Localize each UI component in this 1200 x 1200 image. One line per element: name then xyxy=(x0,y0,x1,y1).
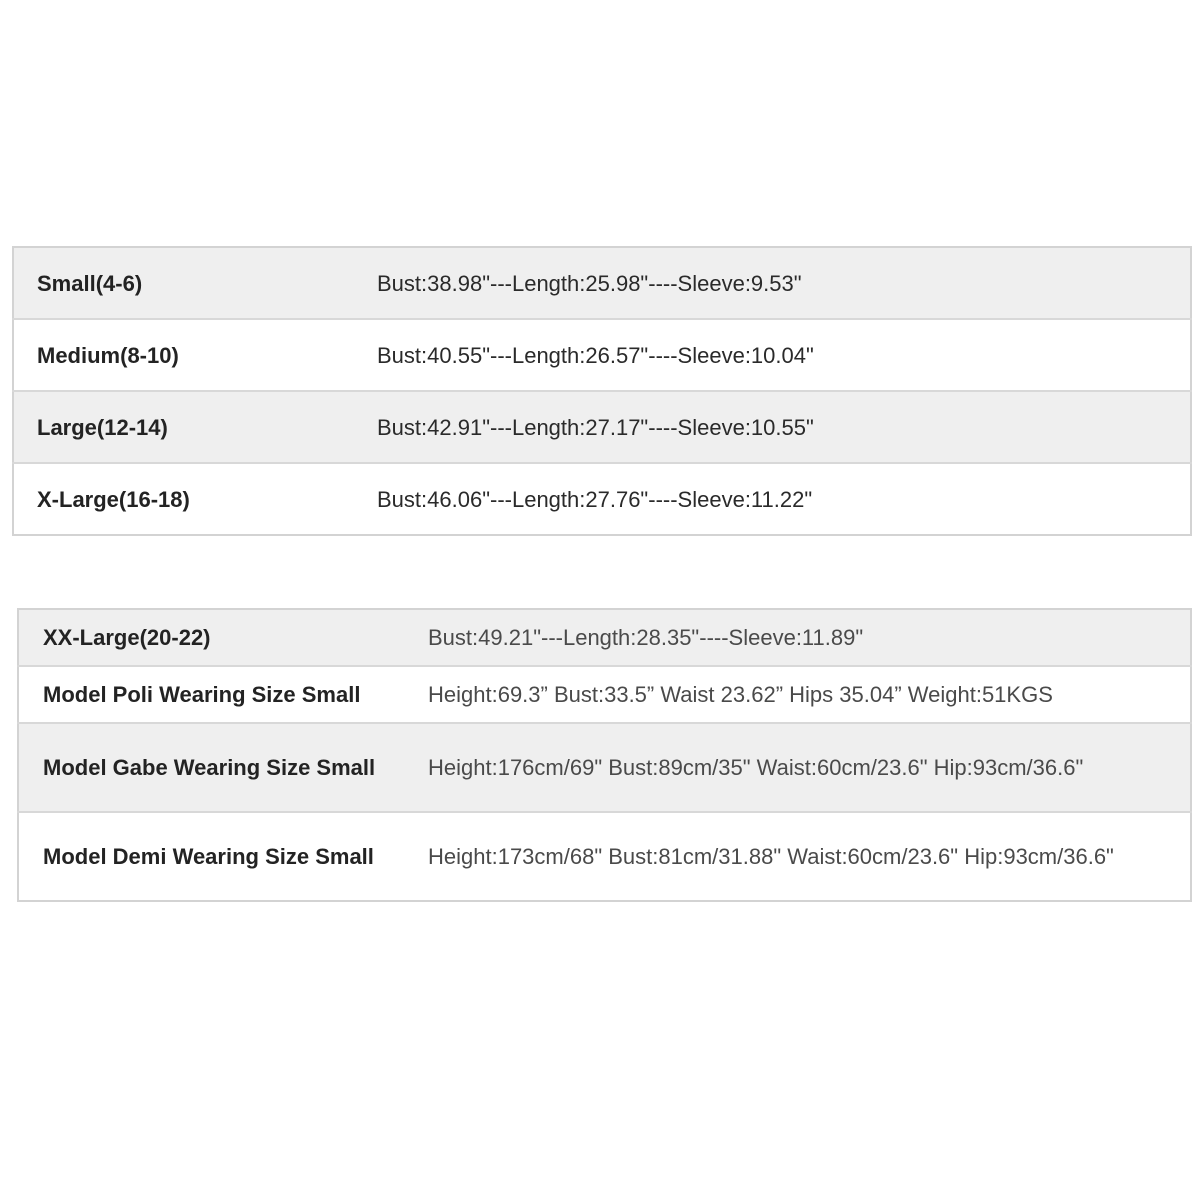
size-label: XX-Large(20-22) xyxy=(18,609,428,666)
table-row xyxy=(18,812,1191,901)
size-measurements: Bust:49.21"---Length:28.35"----Sleeve:11.89" xyxy=(428,609,1191,666)
size-label: Medium(8-10) xyxy=(13,319,377,391)
table-row xyxy=(18,666,1191,723)
model-label: Model Poli Wearing Size Small xyxy=(18,666,428,723)
size-measurements: Bust:42.91"---Length:27.17"----Sleeve:10.55" xyxy=(377,391,1191,463)
size-label: Large(12-14) xyxy=(13,391,377,463)
model-measurements: Height:176cm/69" Bust:89cm/35" Waist:60cm/23.6" Hip:93cm/36.6" xyxy=(428,723,1191,812)
model-measurements: Height:69.3” Bust:33.5” Waist 23.62” Hips 35.04” Weight:51KGS xyxy=(428,666,1191,723)
size-measurements: Bust:46.06"---Length:27.76"----Sleeve:11.22" xyxy=(377,463,1191,535)
size-table-primary xyxy=(12,246,1192,536)
size-label: Small(4-6) xyxy=(13,247,377,319)
table-row xyxy=(18,723,1191,812)
model-measurements: Height:173cm/68" Bust:81cm/31.88" Waist:60cm/23.6" Hip:93cm/36.6" xyxy=(428,812,1191,901)
size-table-models xyxy=(17,608,1192,902)
table-row xyxy=(13,319,1191,391)
table-row xyxy=(13,463,1191,535)
table-row xyxy=(13,247,1191,319)
table-row xyxy=(18,609,1191,666)
table-row xyxy=(13,391,1191,463)
size-measurements: Bust:40.55"---Length:26.57"----Sleeve:10.04" xyxy=(377,319,1191,391)
model-label: Model Demi Wearing Size Small xyxy=(18,812,428,901)
size-label: X-Large(16-18) xyxy=(13,463,377,535)
model-label: Model Gabe Wearing Size Small xyxy=(18,723,428,812)
size-measurements: Bust:38.98"---Length:25.98"----Sleeve:9.53" xyxy=(377,247,1191,319)
